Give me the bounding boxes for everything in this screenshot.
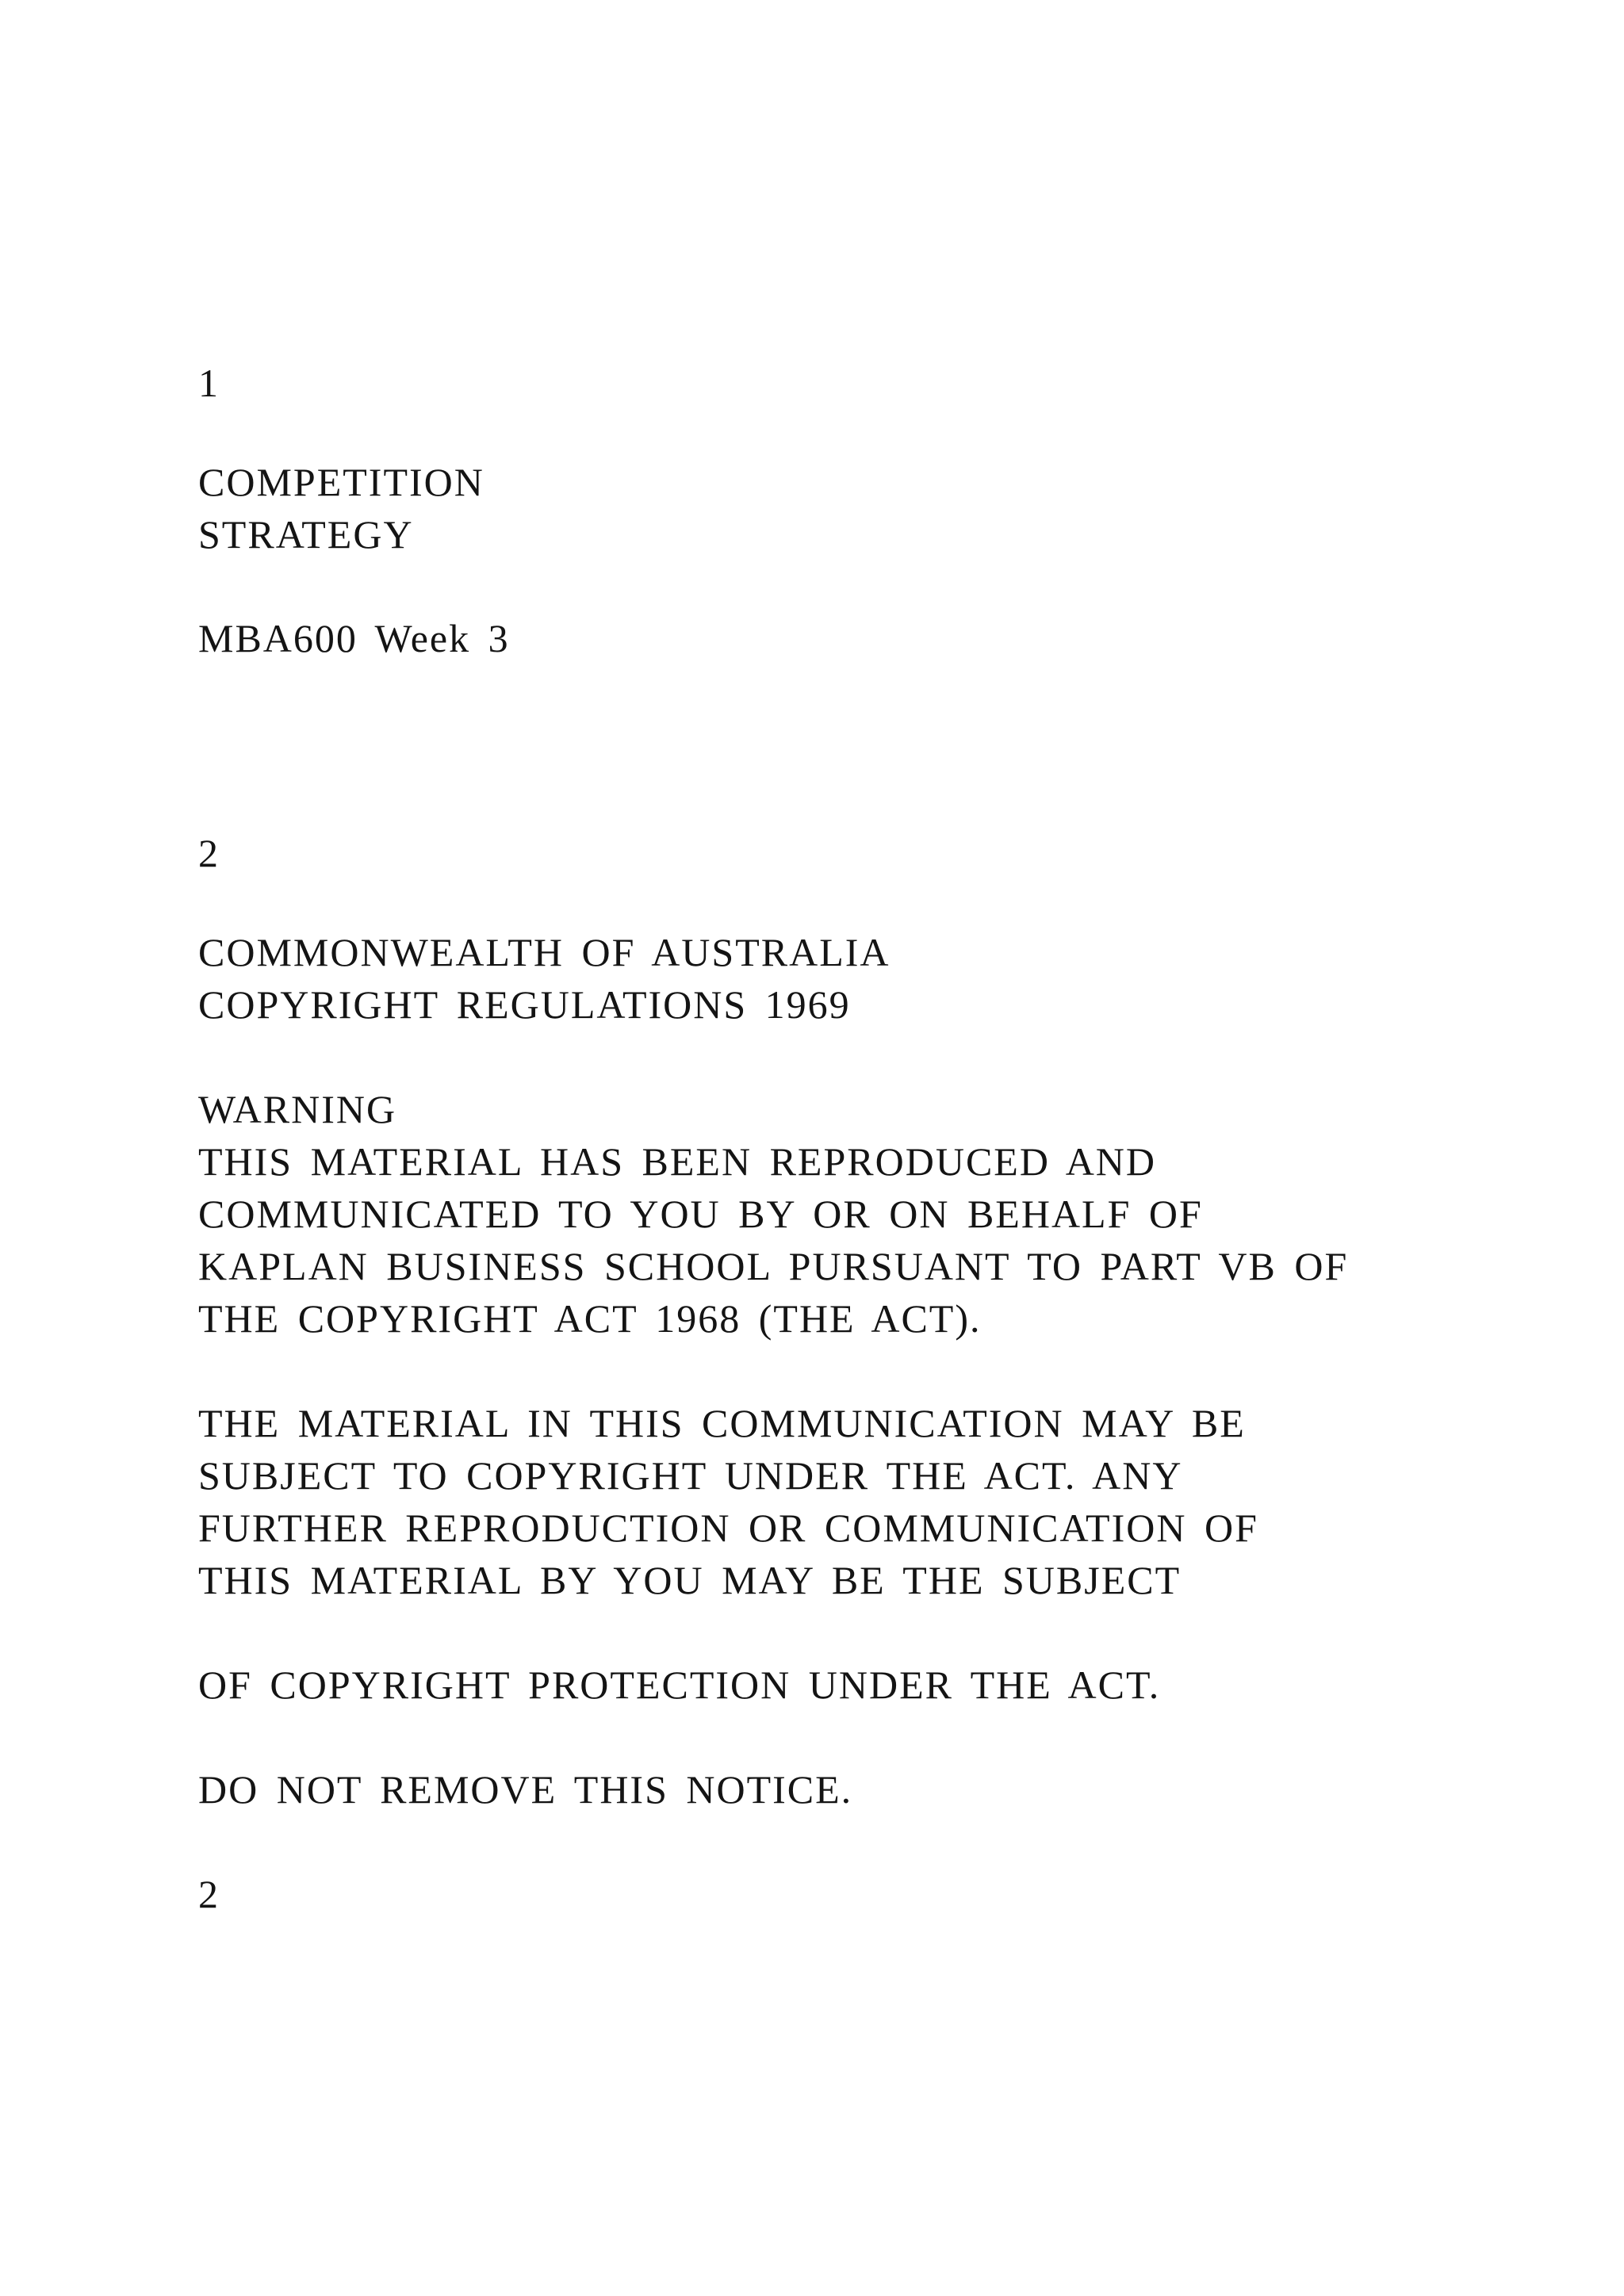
course-week: MBA600 Week 3 <box>198 616 510 660</box>
warning-heading: WARNING <box>198 1087 397 1131</box>
warning-text-line-1: THIS MATERIAL HAS BEEN REPRODUCED AND <box>198 1139 1157 1184</box>
warning-text-line-2: COMMUNICATED TO YOU BY OR ON BEHALF OF <box>198 1192 1203 1236</box>
page-number-1: 1 <box>198 361 220 405</box>
notice-heading-2: COPYRIGHT REGULATIONS 1969 <box>198 982 851 1027</box>
warning-text-line-4: THE COPYRIGHT ACT 1968 (THE ACT). <box>198 1296 982 1341</box>
notice-heading-1: COMMONWEALTH OF AUSTRALIA <box>198 930 891 974</box>
warning-text-line-3: KAPLAN BUSINESS SCHOOL PURSUANT TO PART VB OF <box>198 1244 1349 1288</box>
page-number-2: 2 <box>198 831 220 875</box>
protection-text: OF COPYRIGHT PROTECTION UNDER THE ACT. <box>198 1663 1161 1707</box>
material-text-line-3: FURTHER REPRODUCTION OR COMMUNICATION OF <box>198 1506 1258 1550</box>
remove-notice-text: DO NOT REMOVE THIS NOTICE. <box>198 1767 853 1812</box>
material-text-line-4: THIS MATERIAL BY YOU MAY BE THE SUBJECT <box>198 1558 1182 1602</box>
title-line-2: STRATEGY <box>198 512 414 557</box>
material-text-line-1: THE MATERIAL IN THIS COMMUNICATION MAY BE <box>198 1401 1246 1445</box>
title-line-1: COMPETITION <box>198 460 485 504</box>
page-number-3: 2 <box>198 1872 220 1916</box>
material-text-line-2: SUBJECT TO COPYRIGHT UNDER THE ACT. ANY <box>198 1453 1183 1498</box>
